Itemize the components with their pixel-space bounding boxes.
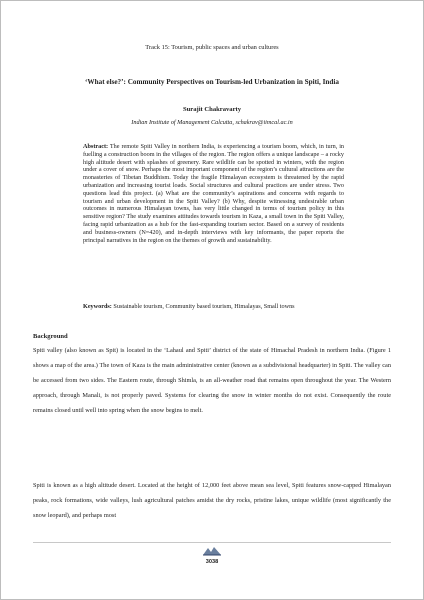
section-heading: Background bbox=[33, 333, 68, 340]
author-name: Surajit Chakravarty bbox=[182, 106, 242, 113]
author-affiliation: Indian Institute of Management Calcutta, schakrav@iimcal.ac.in bbox=[131, 119, 293, 126]
keywords-label: Keywords: bbox=[83, 303, 112, 310]
footer-divider bbox=[33, 542, 391, 543]
abstract-block bbox=[83, 143, 344, 244]
body-paragraph-1: Spiti valley (also known as Spit) is located in the ‘Lahaul and Spiti’ district of the state of Himachal Pradesh in northern India. (Figure 1 shows a map of the area.) The town of Kaza is the main administrative center (known as a subdivisional headquarter) in Spiti. The valley can be accessed from two sides. The Eastern route, through Shimla, is an all-weather road that remains open throughout the year. The Western approach, through Manali, is not properly paved. Systems for clearing the snow in winter months do not exist. Consequently the route remains closed until well into spring when the snow begins to melt. bbox=[33, 347, 391, 414]
abstract-text: The remote Spiti Valley in northern India, is experiencing a tourism boom, which, in turn, in fuelling a construction boom in the villages of the region. The region offers a unique landscape – a rocky high altitude desert with splashes of greenery. Rare wildlife can be spotted in winters, with the region under a cover of snow. Perhaps the most important component of the region’s cultural attractions are the monasteries of Tibetan Buddhism. Today the fragile Himalayan ecosystem is threatened by the rapid urbanization and increasing tourist loads. Social structures and cultural practices are under stress. Two questions lead this project. (a) What are the community’s aspirations and concerns with regards to tourism and urban development in the Spiti Valley? (b) Why, despite witnessing undesirable urban outcomes in numerous Himalayan towns, has very little changed in terms of tourism policy in this sensitive region? The study examines attitudes towards tourism in Kaza, a small town in the Spiti Valley, facing rapid urbanization as a hub for the fast-expanding tourism sector. Based on a survey of residents and business-owners (N=420), and in-depth interviews with key informants, the paper reports the principal narratives in the region on the themes of growth and sustainability. bbox=[83, 143, 345, 244]
track-header: Track 15: Tourism, public spaces and urban cultures bbox=[145, 44, 279, 51]
keywords-block bbox=[83, 303, 344, 311]
body-paragraph-2: Spiti is known as a high altitude desert. Located at the height of 12,000 feet above mean sea level, Spiti features snow-capped Himalayan peaks, rock formations, wide valleys, lush agricultural patches amidst the dry rocks, pristine lakes, unique wildlife (most significantly the snow leopard), and perhaps most bbox=[33, 482, 391, 519]
keywords-text: Sustainable tourism, Community based tourism, Himalayas, Small towns bbox=[113, 303, 295, 310]
page-number: 3038 bbox=[205, 559, 219, 565]
paper-title: ‘What else?’: Community Perspectives on Tourism-led Urbanization in Spiti, India bbox=[85, 78, 339, 86]
abstract-label: Abstract: bbox=[83, 143, 109, 150]
conference-logo-icon bbox=[202, 545, 222, 557]
